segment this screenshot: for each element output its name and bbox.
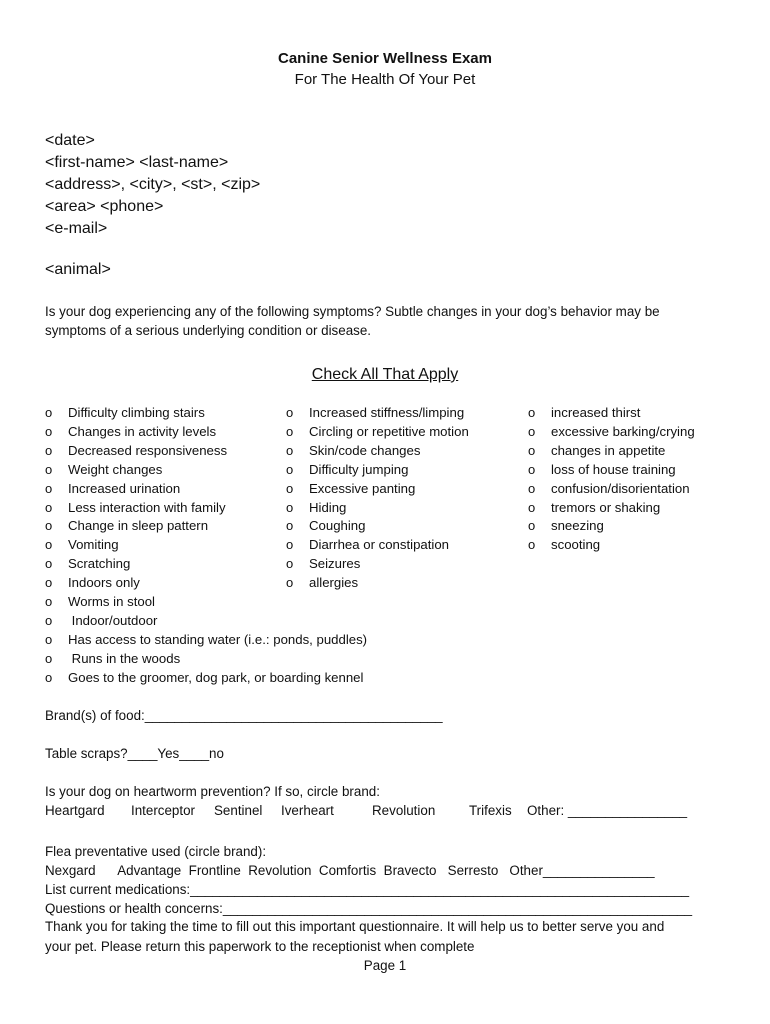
checkbox-bullet[interactable]: o (286, 518, 294, 533)
checkbox-bullet[interactable]: o (45, 594, 53, 609)
heartworm-brand-iverheart[interactable]: Iverheart (281, 803, 334, 818)
checklist-item-label: Scratching (68, 556, 131, 571)
checklist-item-label: Changes in activity levels (68, 424, 217, 439)
heartworm-brand-trifexis[interactable]: Trifexis (469, 803, 512, 818)
checklist-item-label: Worms in stool (68, 594, 155, 609)
checklist-item-label: Hiding (309, 500, 347, 515)
checklist-item-label: Difficulty jumping (309, 462, 409, 477)
page-title: Canine Senior Wellness Exam (278, 50, 492, 67)
thanks-line-1: Thank you for taking the time to fill out this important questionnaire. It will help us to better serve you and (45, 919, 665, 934)
checklist-item-label: confusion/disorientation (551, 481, 690, 496)
checklist-item-label: changes in appetite (551, 443, 666, 458)
checkbox-bullet[interactable]: o (45, 575, 53, 590)
checklist-item-label: Circling or repetitive motion (309, 424, 469, 439)
checklist-item-label: Has access to standing water (i.e.: ponds, puddles) (68, 632, 368, 647)
checklist-item-label: Decreased responsiveness (68, 443, 228, 458)
checkbox-bullet[interactable]: o (286, 500, 294, 515)
checklist-item-label: Vomiting (68, 537, 119, 552)
checkbox-bullet[interactable]: o (286, 462, 294, 477)
checklist-item-label: Indoor/outdoor (68, 613, 158, 628)
checklist-item-label: sneezing (551, 518, 604, 533)
checklist-item-label: loss of house training (551, 462, 676, 477)
checklist-item-label: allergies (309, 575, 359, 590)
checkbox-bullet[interactable]: o (45, 405, 53, 420)
checklist-item-label: Change in sleep pattern (68, 518, 209, 533)
checkbox-bullet[interactable]: o (45, 518, 53, 533)
flea-brands[interactable]: Nexgard Advantage Frontline Revolution Comfortis Bravecto Serresto Other_______________ (45, 863, 655, 878)
checkbox-bullet[interactable]: o (45, 481, 53, 496)
checkbox-bullet[interactable]: o (286, 537, 294, 552)
checklist-item-label: Diarrhea or constipation (309, 537, 450, 552)
heartworm-brand-heartgard[interactable]: Heartgard (45, 803, 105, 818)
checklist-item-label: Runs in the woods (68, 651, 181, 666)
intro-line-2: symptoms of a serious underlying condition or disease. (45, 323, 372, 338)
page-subtitle: For The Health Of Your Pet (294, 71, 476, 88)
checkbox-bullet[interactable]: o (45, 632, 53, 647)
checkbox-bullet[interactable]: o (45, 462, 53, 477)
checklist-item-label: Indoors only (68, 575, 140, 590)
checklist-item-label: Weight changes (68, 462, 163, 477)
checklist-item-label: Seizures (309, 556, 361, 571)
checklist-item-label: Skin/code changes (309, 443, 421, 458)
checkbox-bullet[interactable]: o (286, 405, 294, 420)
heartworm-brand-other[interactable]: Other: ________________ (527, 803, 688, 818)
checkbox-bullet[interactable]: o (528, 424, 536, 439)
checklist-item-label: Increased urination (68, 481, 181, 496)
checkbox-bullet[interactable]: o (45, 500, 53, 515)
checklist-heading: Check All That Apply (311, 366, 459, 383)
checklist-item-label: scooting (551, 537, 601, 552)
date-placeholder: <date> (45, 132, 95, 149)
checkbox-bullet[interactable]: o (286, 424, 294, 439)
animal-placeholder: <animal> (45, 261, 111, 278)
checkbox-bullet[interactable]: o (528, 537, 536, 552)
checklist-item-label: Difficulty climbing stairs (68, 405, 205, 420)
heartworm-brand-interceptor[interactable]: Interceptor (131, 803, 196, 818)
checkbox-bullet[interactable]: o (286, 575, 294, 590)
checkbox-bullet[interactable]: o (286, 556, 294, 571)
checklist-item-label: Excessive panting (309, 481, 416, 496)
email-placeholder: <e-mail> (45, 220, 108, 237)
name-placeholder: <first-name> <last-name> (45, 154, 229, 171)
checkbox-bullet[interactable]: o (528, 500, 536, 515)
intro-line-1: Is your dog experiencing any of the following symptoms? Subtle changes in your dog’s behavior may be (45, 304, 660, 319)
checkbox-bullet[interactable]: o (45, 424, 53, 439)
checkbox-bullet[interactable]: o (528, 443, 536, 458)
heartworm-question: Is your dog on heartworm prevention? If so, circle brand: (45, 784, 380, 799)
heartworm-brand-sentinel[interactable]: Sentinel (214, 803, 263, 818)
medications-field[interactable]: List current medications:___________________________________________________________________ (45, 882, 690, 897)
checklist-item-label: increased thirst (551, 405, 641, 420)
checkbox-bullet[interactable]: o (45, 537, 53, 552)
checkbox-bullet[interactable]: o (286, 481, 294, 496)
table-scraps-field[interactable]: Table scraps?____Yes____no (45, 746, 224, 761)
food-brand-field[interactable]: Brand(s) of food:________________________________________ (45, 708, 443, 723)
checklist-item-label: Increased stiffness/limping (309, 405, 465, 420)
flea-question: Flea preventative used (circle brand): (45, 844, 267, 859)
checklist-item-label: Goes to the groomer, dog park, or boarding kennel (68, 670, 364, 685)
checkbox-bullet[interactable]: o (528, 518, 536, 533)
checkbox-bullet[interactable]: o (45, 556, 53, 571)
address-placeholder: <address>, <city>, <st>, <zip> (45, 176, 261, 193)
checklist-item-label: Less interaction with family (68, 500, 226, 515)
concerns-field[interactable]: Questions or health concerns:_______________________________________________________________ (45, 901, 693, 916)
heartworm-brand-revolution[interactable]: Revolution (372, 803, 436, 818)
checkbox-bullet[interactable]: o (45, 443, 53, 458)
page-number: Page 1 (363, 958, 407, 973)
checkbox-bullet[interactable]: o (45, 670, 53, 685)
thanks-line-2: your pet. Please return this paperwork to the receptionist when complete (45, 939, 475, 954)
checklist-item-label: tremors or shaking (551, 500, 661, 515)
checkbox-bullet[interactable]: o (45, 613, 53, 628)
checkbox-bullet[interactable]: o (286, 443, 294, 458)
checklist-item-label: Coughing (309, 518, 366, 533)
checkbox-bullet[interactable]: o (528, 481, 536, 496)
checkbox-bullet[interactable]: o (528, 462, 536, 477)
phone-placeholder: <area> <phone> (45, 198, 164, 215)
checkbox-bullet[interactable]: o (45, 651, 53, 666)
checkbox-bullet[interactable]: o (528, 405, 536, 420)
checklist-item-label: excessive barking/crying (551, 424, 695, 439)
